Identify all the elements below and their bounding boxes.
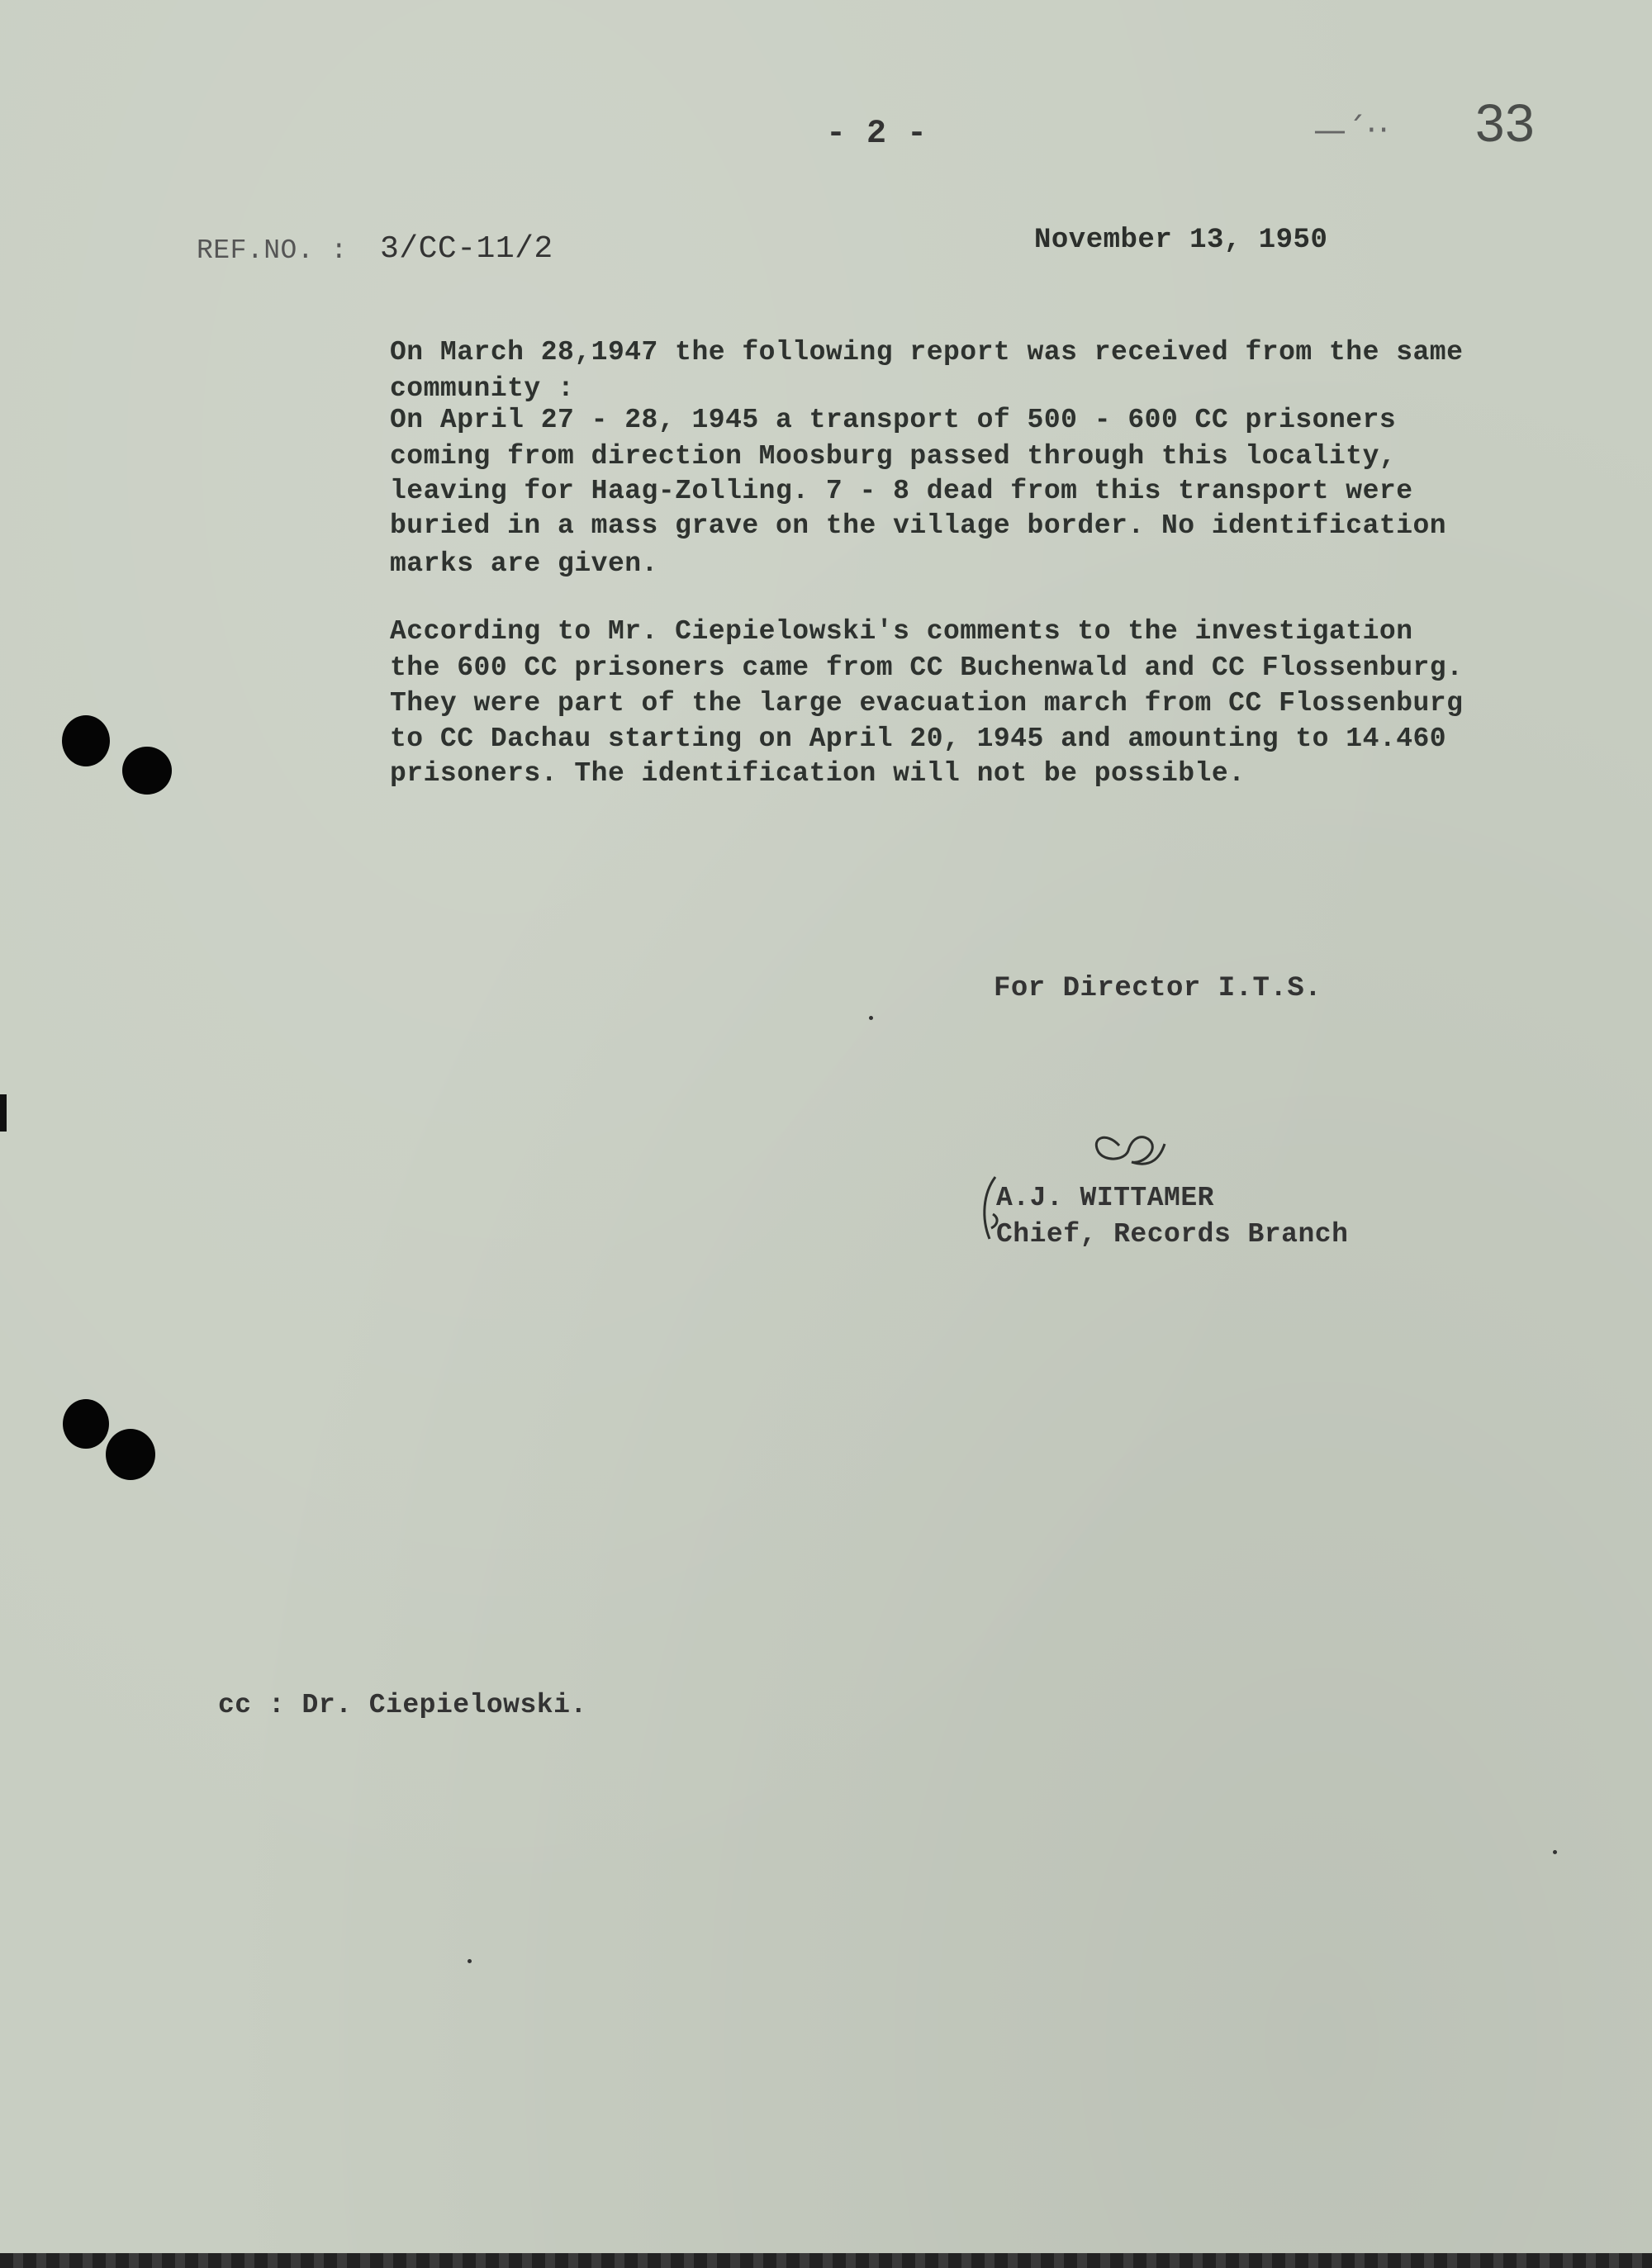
stamp-mark: —´·· (1313, 112, 1391, 149)
body-line: prisoners. The identification will not be possible. (390, 758, 1246, 789)
body-line: On March 28,1947 the following report was received from the same (390, 337, 1464, 368)
punch-hole (106, 1429, 155, 1480)
body-line: On April 27 - 28, 1945 a transport of 500 - 600 CC prisoners (390, 405, 1397, 435)
page-edge-mark (0, 1094, 7, 1132)
paper-speck (869, 1016, 873, 1020)
paper-speck (1553, 1850, 1557, 1854)
carbon-copy-line: cc : Dr. Ciepielowski. (218, 1690, 587, 1720)
signer-name: A.J. WITTAMER (996, 1183, 1214, 1213)
punch-hole (62, 715, 110, 766)
letter-date: November 13, 1950 (1034, 225, 1328, 256)
body-line: marks are given. (390, 548, 658, 579)
signature-for-line: For Director I.T.S. (994, 973, 1322, 1004)
body-line: the 600 CC prisoners came from CC Buchenwald and CC Flossenburg. (390, 652, 1464, 683)
reference-label: REF.NO. : (197, 235, 348, 266)
body-line: They were part of the large evacuation march from CC Flossenburg (390, 688, 1464, 719)
archive-number: 33 (1475, 93, 1536, 153)
page-bottom-edge (0, 2253, 1652, 2268)
signer-title: Chief, Records Branch (996, 1219, 1349, 1250)
reference-number: 3/CC-11/2 (380, 231, 553, 267)
body-line: buried in a mass grave on the village border. No identification (390, 510, 1447, 541)
punch-hole (122, 747, 172, 795)
punch-hole (63, 1399, 109, 1449)
body-line: community : (390, 373, 575, 404)
body-line: coming from direction Moosburg passed through this locality, (390, 441, 1397, 472)
page-number: - 2 - (826, 116, 928, 153)
body-line: leaving for Haag-Zolling. 7 - 8 dead from this transport were (390, 476, 1413, 506)
paper-speck (468, 1959, 472, 1963)
body-line: to CC Dachau starting on April 20, 1945 and amounting to 14.460 (390, 724, 1447, 754)
body-line: According to Mr. Ciepielowski's comments to the investigation (390, 616, 1413, 647)
